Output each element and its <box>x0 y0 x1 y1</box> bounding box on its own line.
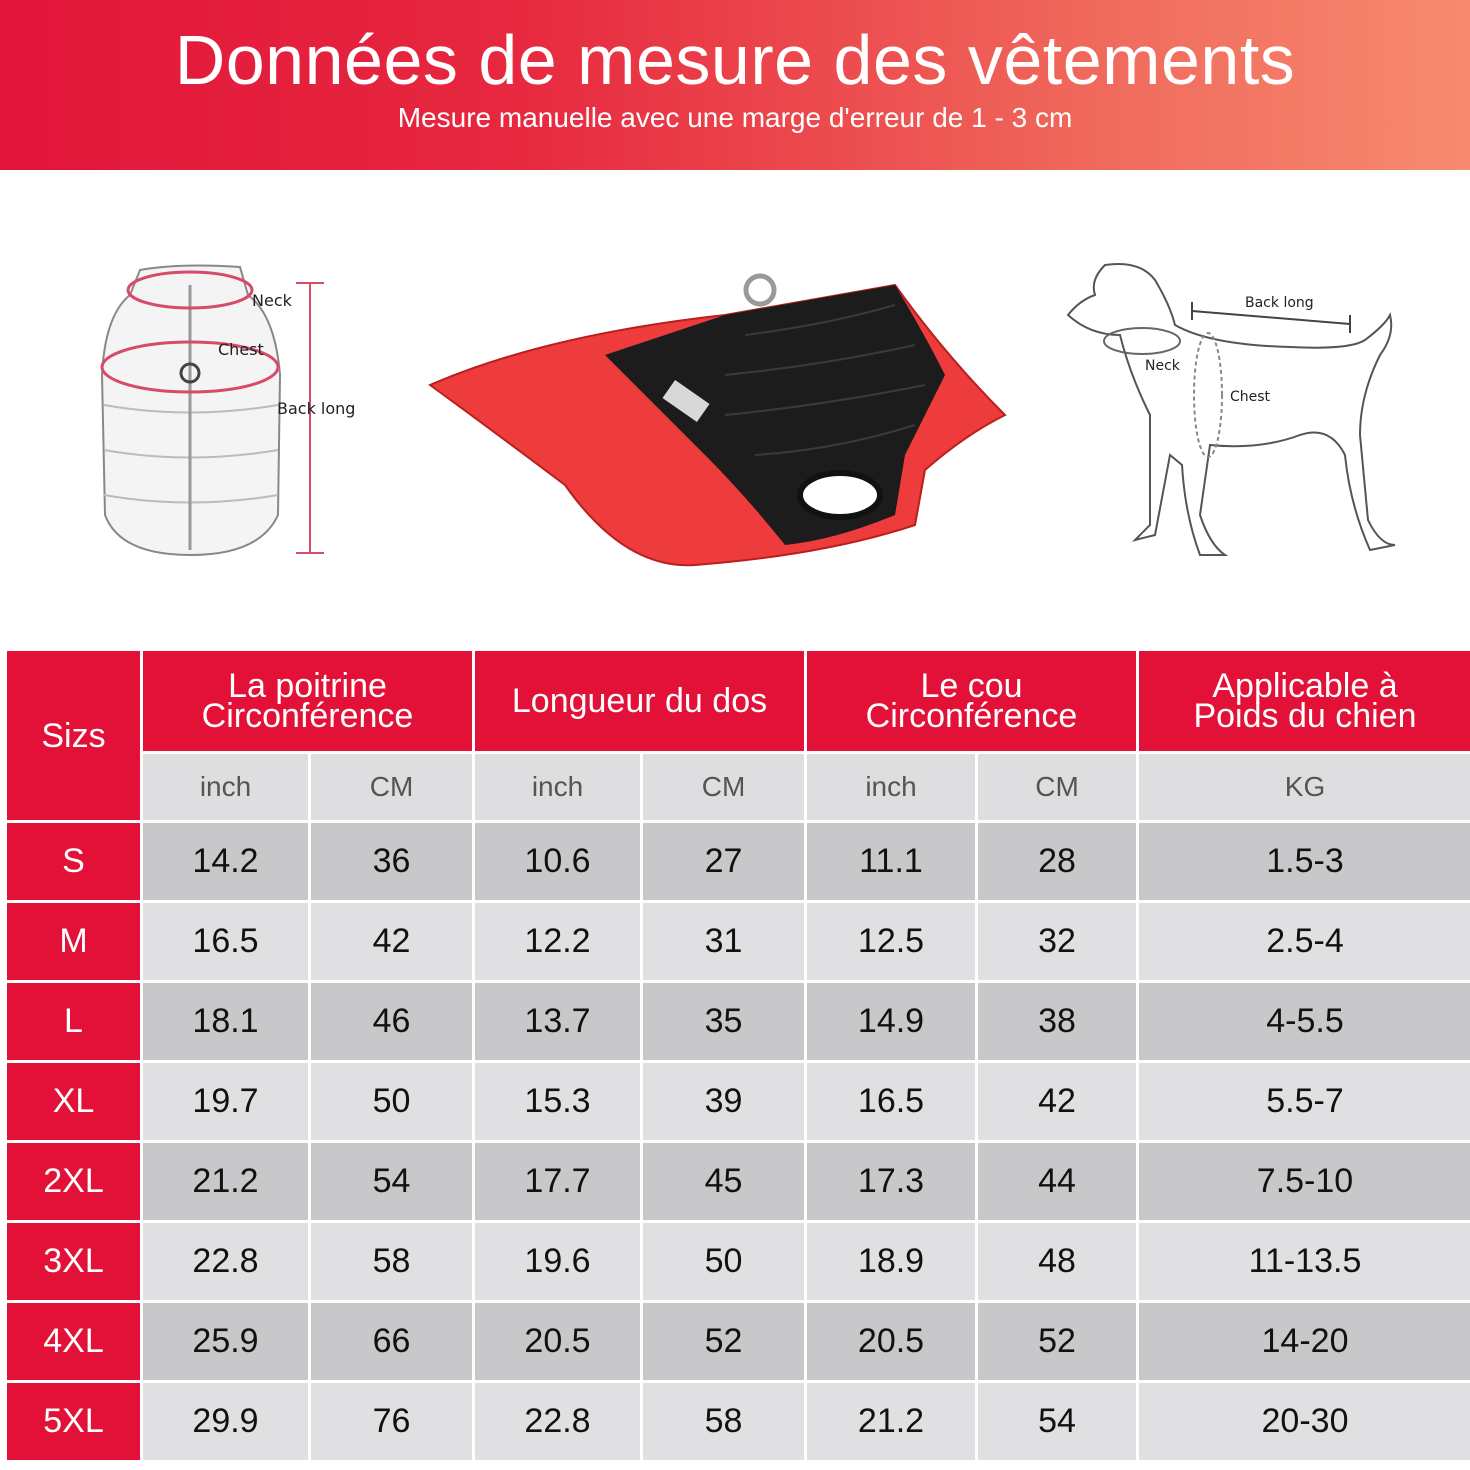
value-cell: 16.5 <box>807 1063 975 1140</box>
size-cell: S <box>7 823 140 900</box>
value-cell: 42 <box>311 903 472 980</box>
unit-cell: KG <box>1139 754 1470 820</box>
value-cell: 16.5 <box>143 903 308 980</box>
value-cell: 32 <box>978 903 1136 980</box>
value-cell: 54 <box>978 1383 1136 1460</box>
value-cell: 27 <box>643 823 804 900</box>
value-cell: 35 <box>643 983 804 1060</box>
chest-group-header: La poitrine Circonférence <box>143 651 472 751</box>
value-cell: 4-5.5 <box>1139 983 1470 1060</box>
value-cell: 22.8 <box>475 1383 640 1460</box>
value-cell: 7.5-10 <box>1139 1143 1470 1220</box>
value-cell: 20.5 <box>807 1303 975 1380</box>
back-group-header: Longueur du dos <box>475 651 804 751</box>
neck-group-header: Le cou Circonférence <box>807 651 1136 751</box>
value-cell: 13.7 <box>475 983 640 1060</box>
value-cell: 44 <box>978 1143 1136 1220</box>
value-cell: 18.1 <box>143 983 308 1060</box>
size-cell: 2XL <box>7 1143 140 1220</box>
unit-cell: CM <box>978 754 1136 820</box>
value-cell: 2.5-4 <box>1139 903 1470 980</box>
d-ring-icon <box>746 276 774 304</box>
unit-cell: CM <box>643 754 804 820</box>
dog-chest-label: Chest <box>1230 389 1271 405</box>
table-row <box>7 1143 1470 1220</box>
dog-outline <box>1068 264 1395 555</box>
value-cell: 11.1 <box>807 823 975 900</box>
table-row <box>7 903 1470 980</box>
dog-back-line <box>1192 311 1350 324</box>
table-row <box>7 1303 1470 1380</box>
value-cell: 50 <box>643 1223 804 1300</box>
size-cell: XL <box>7 1063 140 1140</box>
value-cell: 10.6 <box>475 823 640 900</box>
unit-cell: inch <box>143 754 308 820</box>
value-cell: 66 <box>311 1303 472 1380</box>
value-cell: 5.5-7 <box>1139 1063 1470 1140</box>
value-cell: 19.7 <box>143 1063 308 1140</box>
size-chart-table <box>4 648 1470 1463</box>
value-cell: 58 <box>643 1383 804 1460</box>
value-cell: 46 <box>311 983 472 1060</box>
value-cell: 12.2 <box>475 903 640 980</box>
dog-measurement-diagram <box>1060 255 1410 565</box>
value-cell: 1.5-3 <box>1139 823 1470 900</box>
weight-group-header: Applicable à Poids du chien <box>1139 651 1470 751</box>
unit-header-row <box>7 754 1470 820</box>
value-cell: 76 <box>311 1383 472 1460</box>
unit-cell: inch <box>475 754 640 820</box>
value-cell: 20.5 <box>475 1303 640 1380</box>
page-subtitle: Mesure manuelle avec une marge d'erreur de 1 - 3 cm <box>397 102 1073 133</box>
size-cell: M <box>7 903 140 980</box>
value-cell: 12.5 <box>807 903 975 980</box>
table-row <box>7 983 1470 1060</box>
vest-back-label: Back long <box>277 399 356 418</box>
vest-neck-label: Neck <box>252 291 292 310</box>
value-cell: 20-30 <box>1139 1383 1470 1460</box>
value-cell: 17.3 <box>807 1143 975 1220</box>
value-cell: 52 <box>643 1303 804 1380</box>
value-cell: 22.8 <box>143 1223 308 1300</box>
value-cell: 18.9 <box>807 1223 975 1300</box>
size-cell: 5XL <box>7 1383 140 1460</box>
value-cell: 31 <box>643 903 804 980</box>
value-cell: 11-13.5 <box>1139 1223 1470 1300</box>
value-cell: 29.9 <box>143 1383 308 1460</box>
value-cell: 17.7 <box>475 1143 640 1220</box>
unit-cell: inch <box>807 754 975 820</box>
value-cell: 21.2 <box>143 1143 308 1220</box>
vest-measurement-diagram <box>90 255 380 565</box>
value-cell: 50 <box>311 1063 472 1140</box>
value-cell: 15.3 <box>475 1063 640 1140</box>
vest-chest-label: Chest <box>218 340 264 359</box>
dog-neck-label: Neck <box>1145 358 1180 374</box>
value-cell: 45 <box>643 1143 804 1220</box>
value-cell: 48 <box>978 1223 1136 1300</box>
value-cell: 21.2 <box>807 1383 975 1460</box>
page-title: Données de mesure des vêtements <box>174 21 1296 99</box>
value-cell: 42 <box>978 1063 1136 1140</box>
value-cell: 14.9 <box>807 983 975 1060</box>
size-column-header: Sizs <box>7 651 140 820</box>
value-cell: 14.2 <box>143 823 308 900</box>
table-row <box>7 1063 1470 1140</box>
value-cell: 52 <box>978 1303 1136 1380</box>
value-cell: 19.6 <box>475 1223 640 1300</box>
size-cell: 3XL <box>7 1223 140 1300</box>
value-cell: 25.9 <box>143 1303 308 1380</box>
size-cell: L <box>7 983 140 1060</box>
value-cell: 28 <box>978 823 1136 900</box>
value-cell: 36 <box>311 823 472 900</box>
value-cell: 58 <box>311 1223 472 1300</box>
value-cell: 14-20 <box>1139 1303 1470 1380</box>
group-header-row <box>7 651 1470 751</box>
value-cell: 39 <box>643 1063 804 1140</box>
header-banner <box>0 0 1470 170</box>
size-cell: 4XL <box>7 1303 140 1380</box>
value-cell: 38 <box>978 983 1136 1060</box>
value-cell: 54 <box>311 1143 472 1220</box>
table-row <box>7 823 1470 900</box>
dog-vest-product-image <box>425 265 1015 570</box>
unit-cell: CM <box>311 754 472 820</box>
dog-back-label: Back long <box>1245 295 1314 311</box>
leg-opening <box>800 473 880 517</box>
table-row <box>7 1223 1470 1300</box>
table-row <box>7 1383 1470 1460</box>
